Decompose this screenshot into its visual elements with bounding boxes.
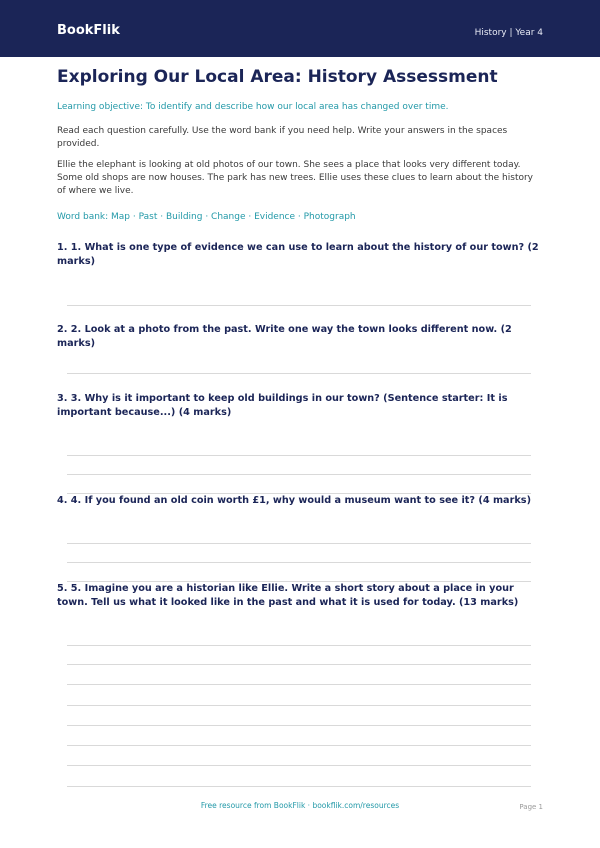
- answer-line[interactable]: [67, 645, 531, 646]
- answer-line[interactable]: [67, 455, 531, 456]
- question-5: 5. 5. Imagine you are a historian like Ellie. Write a short story about a place in your town. Tell us what it looked like in the past and what it is used for today. (13 marks): [57, 583, 519, 608]
- story-text: Ellie the elephant is looking at old photos of our town. She sees a place that looks very different today. Some old shops are now houses. The park has new trees. Ellie uses these clues to learn about the history of where we live.: [57, 160, 534, 196]
- answer-line[interactable]: [67, 474, 531, 475]
- answer-line[interactable]: [67, 705, 531, 706]
- answer-line[interactable]: [67, 543, 531, 544]
- answer-line[interactable]: [67, 373, 531, 374]
- answer-line[interactable]: [67, 664, 531, 665]
- footer-credit[interactable]: Free resource from BookFlik · bookflik.com/resources: [200, 801, 400, 810]
- answer-line[interactable]: [67, 765, 531, 766]
- question-4: 4. 4. If you found an old coin worth £1, why would a museum want to see it? (4 marks): [57, 495, 532, 506]
- subject-year-label: History | Year 4: [474, 28, 543, 38]
- question-3: 3. 3. Why is it important to keep old buildings in our town? (Sentence starter: It is important because...) (4 marks): [57, 393, 508, 418]
- page-number: Page 1: [519, 803, 543, 811]
- answer-line[interactable]: [67, 725, 531, 726]
- question-2: 2. 2. Look at a photo from the past. Write one way the town looks different now. (2 marks): [57, 324, 512, 349]
- page-title: Exploring Our Local Area: History Assessment: [57, 67, 498, 87]
- answer-line[interactable]: [67, 562, 531, 563]
- instructions-text: Read each question carefully. Use the word bank if you need help. Write your answers in the spaces provided.: [57, 126, 508, 149]
- answer-line[interactable]: [67, 305, 531, 306]
- answer-line[interactable]: [67, 684, 531, 685]
- header-bar: [0, 0, 600, 57]
- answer-line[interactable]: [67, 745, 531, 746]
- brand-logo-text[interactable]: BookFlik: [57, 23, 120, 38]
- learning-objective: Learning objective: To identify and describe how our local area has changed over time.: [57, 102, 449, 112]
- word-bank: Word bank: Map · Past · Building · Change · Evidence · Photograph: [57, 212, 356, 222]
- question-1: 1. 1. What is one type of evidence we can use to learn about the history of our town? (2 marks): [57, 242, 539, 267]
- answer-line[interactable]: [67, 786, 531, 787]
